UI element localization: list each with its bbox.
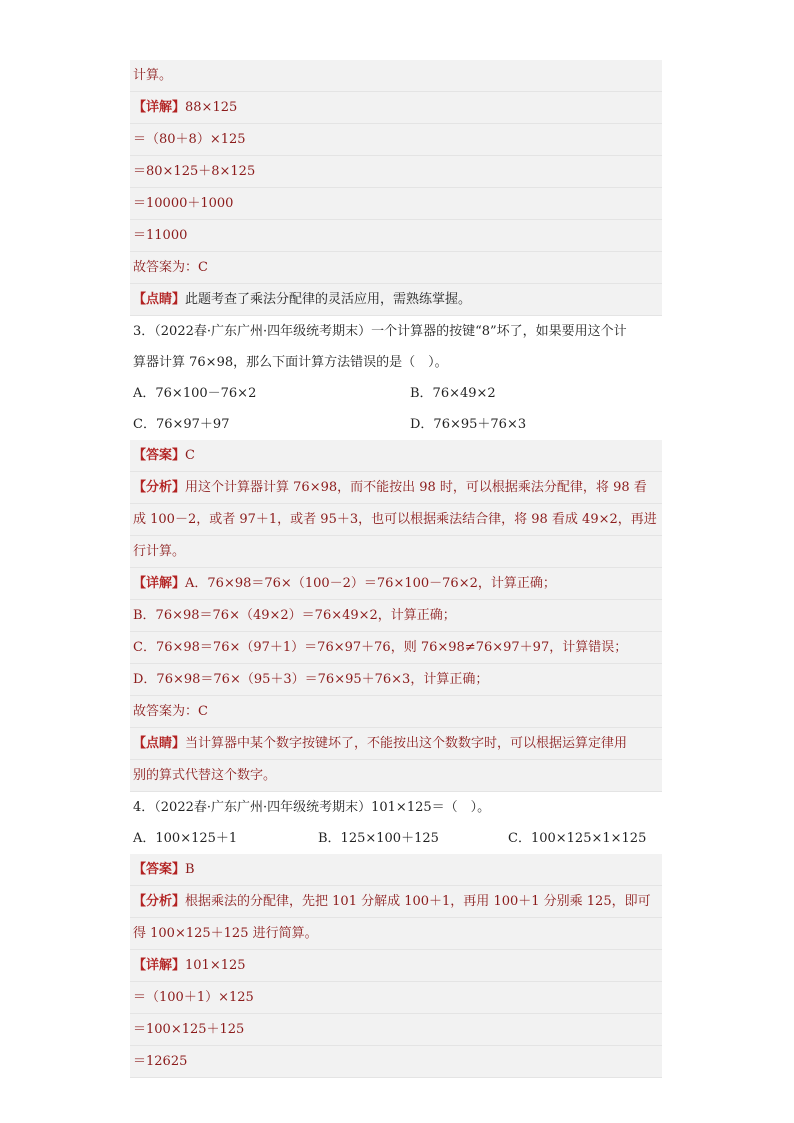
q4-options-row — [130, 823, 662, 854]
q2-detail-step: ＝80×125＋8×125 — [130, 156, 662, 188]
q4-detail-first: 【详解】101×125 — [130, 950, 662, 982]
q4-detail-step: ＝100×125＋125 — [130, 1014, 662, 1046]
q4-answer: 【答案】B — [130, 854, 662, 886]
answer-tag: 【答案】 — [133, 448, 186, 463]
q4-option-c: C．100×125×1×125 — [508, 831, 647, 846]
q2-tail: 计算。 — [130, 60, 662, 92]
comment-tag: 【点睛】 — [133, 736, 186, 751]
q3-detail-a: 【详解】A．76×98＝76×（100－2）＝76×100－76×2，计算正确； — [130, 568, 662, 600]
analysis-tag: 【分析】 — [133, 480, 186, 495]
q3-option-d: D．76×95＋76×3 — [410, 417, 527, 432]
answer-tag: 【答案】 — [133, 862, 186, 877]
detail-tag: 【详解】 — [133, 576, 186, 591]
q4-option-a: A．100×125＋1 — [133, 831, 238, 846]
q2-detail-step: ＝（80＋8）×125 — [130, 124, 662, 156]
q3-detail-c: C．76×98＝76×（97＋1）＝76×97＋76，则 76×98≠76×97＋97，计算错误； — [130, 632, 662, 664]
q3-answer: 【答案】C — [130, 440, 662, 472]
q3-analysis-line3: 行计算。 — [130, 536, 662, 568]
q3-detail-d: D．76×98＝76×（95＋3）＝76×95＋76×3，计算正确； — [130, 664, 662, 696]
q3-comment-line2: 别的算式代替这个数字。 — [130, 760, 662, 792]
q4-option-b: B．125×100＋125 — [318, 831, 439, 846]
q3-comment-line1: 【点睛】当计算器中某个数字按键坏了，不能按出这个数数字时，可以根据运算定律用 — [130, 728, 662, 760]
q2-detail-step: ＝10000＋1000 — [130, 188, 662, 220]
comment-tag: 【点睛】 — [133, 292, 186, 307]
q2-detail-step: ＝11000 — [130, 220, 662, 252]
q3-option-a: A．76×100－76×2 — [133, 386, 257, 401]
q4-analysis-line1: 【分析】根据乘法的分配律，先把 101 分解成 100＋1，再用 100＋1 分别乘 125，即可 — [130, 886, 662, 918]
detail-tag: 【详解】 — [133, 100, 186, 115]
q4-stem: 4．（2022春·广东广州·四年级统考期末）101×125＝（ ）。 — [133, 800, 491, 815]
q3-options-row2 — [130, 409, 662, 440]
q3-analysis-line2: 成 100－2，或者 97＋1，或者 95＋3，也可以根据乘法结合律，将 98 看成 49×2，再进 — [130, 504, 662, 536]
q3-stem-line2: 算器计算 76×98，那么下面计算方法错误的是（ ）。 — [133, 355, 448, 370]
q3-analysis-line1: 【分析】用这个计算器计算 76×98，而不能按出 98 时，可以根据乘法分配律，将 98 看 — [130, 472, 662, 504]
q3-stem-line1: 3．（2022春·广东广州·四年级统考期末）一个计算器的按键“8”坏了，如果要用这个计 — [133, 324, 627, 339]
q4-detail-step: ＝（100＋1）×125 — [130, 982, 662, 1014]
q2-comment: 【点睛】此题考查了乘法分配律的灵活应用，需熟练掌握。 — [130, 284, 662, 316]
q3-option-b: B．76×49×2 — [410, 386, 496, 401]
q4-analysis-line2: 得 100×125＋125 进行简算。 — [130, 918, 662, 950]
q3-options-row1 — [130, 378, 662, 409]
detail-tag: 【详解】 — [133, 958, 186, 973]
q4-detail-step: ＝12625 — [130, 1046, 662, 1078]
document-body — [130, 60, 662, 1078]
q3-option-c: C．76×97＋97 — [133, 417, 230, 432]
q3-conclusion: 故答案为：C — [130, 696, 662, 728]
analysis-tag: 【分析】 — [133, 894, 186, 909]
q2-conclusion: 故答案为：C — [130, 252, 662, 284]
q3-detail-b: B．76×98＝76×（49×2）＝76×49×2，计算正确； — [130, 600, 662, 632]
q2-detail-first: 【详解】88×125 — [130, 92, 662, 124]
